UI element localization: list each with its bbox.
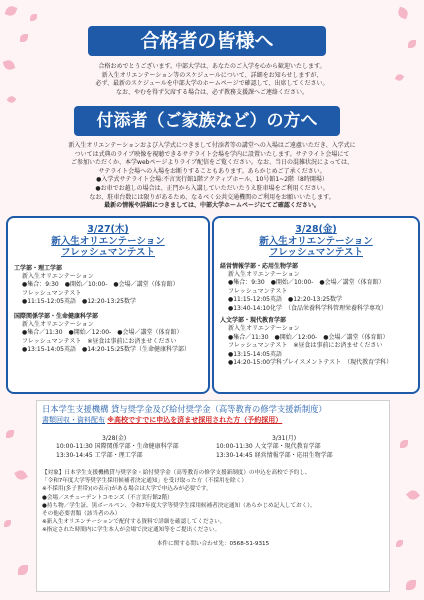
schedule-line: 新入生オリエンテーション — [228, 270, 300, 278]
schedule-group — [8, 313, 208, 355]
petal-decoration — [14, 468, 28, 482]
schedule-line: ●11:15-12:05英語 ●12:20-13:25数学 — [228, 296, 342, 304]
schedule-line: フレッシュマンテスト ※昼食は事前にお済ませください — [22, 337, 177, 345]
petal-decoration — [6, 430, 14, 438]
petal-decoration — [3, 59, 16, 72]
petal-decoration — [20, 34, 28, 42]
contact-info: 本件に関する問い合わせ先：0568-51-9315 — [156, 540, 270, 547]
schedule-day: 3/28(金) — [102, 435, 127, 442]
schedule-box-0328 — [212, 216, 420, 394]
section2-title: 付添者（ご家族など）の方へ — [96, 111, 318, 131]
faculty-heading: 人文学部・現代教育学部 — [220, 316, 287, 324]
schedule-line: ●11:15-12:05英語 ●12:20-13:25数学 — [22, 298, 136, 306]
text-line: ●入学式サテライト会場:不言実行館1階アクティブホール、10号館1~2階（8時開場） — [96, 176, 328, 184]
petal-decoration — [396, 540, 403, 547]
text-line: 合格おめでとうございます。中部大学は、あなたのご入学を心から歓迎いたします。 — [98, 63, 326, 70]
text-line: 新入生オリエンテーションおよび入学式につきまして付添者等の講堂への入場はご遠慮いただき、入学式に — [68, 142, 356, 149]
scholarship-subtitle: 書類回収・資料配布 — [42, 416, 105, 424]
schedule-slot: 13:30-14:45 経営情報学部・応用生物学部 — [215, 451, 333, 459]
note-line: ●会場／スチューデントコモンズ（不言実行館2階） — [42, 494, 173, 501]
schedule-box-0327 — [6, 216, 210, 394]
schedule-line: フレッシュマンテスト ※昼食は事前にお済ませください — [228, 342, 383, 350]
box-title-line1: 新入生オリエンテーション — [259, 235, 373, 247]
schedule-group — [8, 265, 208, 307]
petal-decoration — [18, 565, 28, 575]
text-line: ご参加いただくか、本学webページよりライブ配信をご覧ください。なお、当日の混雑状況によっては、 — [71, 159, 353, 167]
schedule-line: ●集合／11:30 ●開始／12:00- ●会場／講堂（体育館） — [22, 329, 183, 337]
petal-decoration — [406, 488, 420, 502]
schedule-group — [214, 317, 418, 367]
petal-decoration — [4, 520, 11, 527]
scholarship-target-note: ※高校ですでに申込を済ませ採用された方（予約採用） — [107, 416, 283, 424]
petal-decoration — [406, 580, 416, 590]
scholarship-schedule — [42, 435, 384, 460]
petal-decoration — [30, 14, 37, 21]
note-line: 「令和7年度大学等奨学生採用候補者決定通知」を受け取った方（不採用を除く） — [42, 478, 247, 485]
section2-text — [20, 142, 404, 211]
box-date: 3/28(金) — [295, 224, 337, 235]
faculty-heading: 国際関係学部・生命健康科学部 — [14, 312, 99, 320]
section1-banner — [88, 26, 326, 56]
box-title-line1: 新入生オリエンテーション — [51, 235, 165, 247]
schedule-line: ●13:15-14:05英語 ●14:20-15:25数学（生命健康科学部） — [22, 346, 190, 354]
text-line: ●お車でお越しの場合は、正門から入講していただいたうえ駐車場をご利用ください。 — [95, 184, 329, 192]
schedule-line: ●13:15-14:05英語 — [228, 350, 282, 358]
schedule-slot: 10:00-11:30 人文学部・現代教育学部 — [215, 443, 321, 451]
schedule-line: 新入生オリエンテーション — [22, 320, 94, 328]
scholarship-panel — [36, 400, 390, 592]
note-line: ※新入生オリエンテーションで配付する資料で詳細を確認してください。 — [42, 518, 226, 525]
schedule-day: 3/31(月) — [271, 435, 297, 442]
schedule-line: ●集合：9:30 ●開始／10:00- ●会場／講堂（体育館） — [228, 279, 385, 287]
schedule-line: フレッシュマンテスト — [22, 289, 82, 297]
schedule-line: ●集合／11:30 ●開始／12:00- ●会場／講堂（体育館） — [228, 333, 389, 341]
text-line: ついては式典のライブ映像を視聴できるサテライト会場を学内に設置いたします。サテライト会場にて — [74, 150, 350, 158]
schedule-line: ●集合：9:30 ●開始／10:00- ●会場／講堂（体育館） — [22, 281, 179, 289]
note-line: ※指定された時間内に学生本人が会場で決定通知等をご提出ください。 — [42, 526, 221, 533]
text-line: 最新の情報や詳細につきましては、中部大学ホームページにてご確認ください。 — [104, 202, 320, 210]
box-title-line2: フレッシュマンテスト — [269, 247, 363, 258]
schedule-line: フレッシュマンテスト — [228, 287, 288, 295]
petal-decoration — [7, 95, 17, 105]
box-date: 3/27(木) — [87, 224, 129, 235]
schedule-line: ●13:40-14:10化学 （食品栄養科学科管理栄養科学専攻） — [228, 304, 387, 312]
petal-decoration — [5, 5, 18, 18]
schedule-line: ●14:20-15:00学科プレイスメントテスト （現代教育学科） — [228, 358, 393, 366]
note-line: その他必要書類（該当者のみ） — [42, 510, 121, 517]
box-title-line2: フレッシュマンテスト — [61, 247, 155, 258]
note-line: 【対象】日本学生支援機構貸与奨学金・給付奨学金（高等教育の修学支援新制度）の申込を高校で予約し、 — [42, 470, 311, 477]
scholarship-notes — [42, 469, 384, 534]
section1-title: 合格者の皆様へ — [140, 30, 274, 52]
text-line: なお、やむを得ず欠席する場合は、必ず教務支援課へご連絡ください。 — [115, 88, 308, 96]
petal-decoration — [397, 7, 410, 20]
note-line: ●持ち物／学生証、黒ボールペン、令和7年度大学等奨学生採用候補者決定通知（あらかじめ記入しておく）、 — [42, 502, 316, 509]
faculty-heading: 工学部・理工学部 — [14, 264, 63, 272]
petal-decoration — [400, 440, 408, 448]
schedule-slot: 10:00-11:30 国際関係学部・生命健康科学部 — [56, 443, 179, 451]
schedule-line: 新入生オリエンテーション — [22, 272, 94, 280]
section1-text — [20, 63, 404, 97]
scholarship-title: 日本学生支援機構 貸与奨学金及び給付奨学金（高等教育の修学支援新制度） — [42, 404, 327, 414]
section2-banner — [74, 106, 340, 136]
faculty-heading: 経営情報学部・応用生物学部 — [220, 262, 299, 270]
schedule-line: 新入生オリエンテーション — [228, 325, 300, 333]
note-line: ※不採用(多子世帯)(の表示)がある場合は大学で申込みが必要です。 — [42, 486, 212, 493]
text-line: サテライト会場への入場をお断りすることもあります。あらかじめご了承ください。 — [98, 167, 326, 175]
text-line: 新入生オリエンテーション等のスケジュールについて、詳細をお知らせしますが、 — [101, 71, 323, 79]
schedule-group — [214, 263, 418, 313]
petal-decoration — [408, 40, 416, 48]
text-line: なお、駐車台数には限りがあるため、なるべく公共交通機関のご利用をお願いいたします。 — [89, 193, 335, 201]
schedule-slot: 13:30-14:45 工学部・理工学部 — [56, 451, 143, 459]
text-line: 必ず、最新のスケジュールを中部大学のホームページで確認して、出席してください。 — [95, 80, 329, 88]
